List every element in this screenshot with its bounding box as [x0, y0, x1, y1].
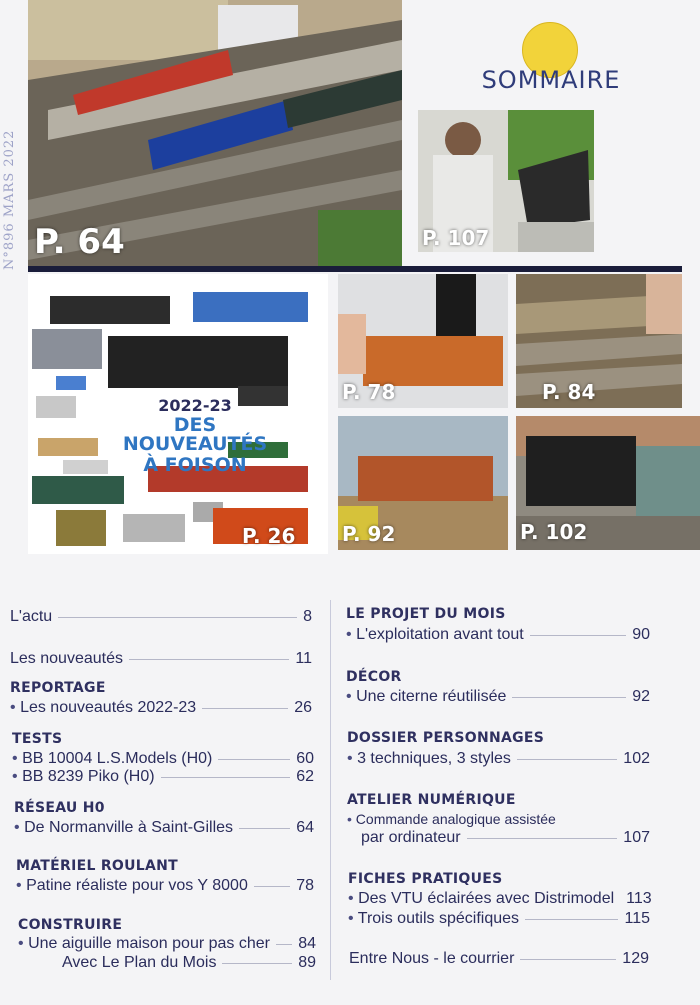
- dotted-leader: [161, 777, 291, 778]
- dotted-leader: [218, 759, 290, 760]
- section-dossier: DOSSIER PERSONNAGES: [347, 730, 545, 746]
- toc-row-entre[interactable]: [349, 950, 649, 968]
- toc-label: Commande analogique assistée: [355, 811, 556, 827]
- dotted-leader: [129, 659, 289, 660]
- toc-label: Avec Le Plan du Mois: [62, 954, 217, 971]
- photo-man-computer: [418, 110, 594, 252]
- section-fiches: FICHES PRATIQUES: [348, 871, 503, 887]
- toc-label-wrap: • Patine réaliste pour vos Y 8000: [16, 877, 248, 894]
- dotted-leader: [254, 886, 290, 887]
- dotted-leader: [525, 919, 618, 920]
- toc-label-wrap: • Une citerne réutilisée: [346, 688, 507, 705]
- toc-page: 89: [298, 954, 316, 971]
- page-label-64: P. 64: [34, 222, 125, 262]
- toc-label-wrap: • Une aiguille maison pour pas cher: [18, 935, 270, 952]
- toc-row-decor-0[interactable]: [346, 688, 650, 706]
- section-reseau: RÉSEAU H0: [14, 800, 105, 816]
- toc-label-wrap: • De Normanville à Saint-Gilles: [14, 819, 234, 836]
- page-title: SOMMAIRE: [481, 66, 621, 94]
- toc-page: 129: [622, 950, 649, 967]
- photo-layout-station: [28, 0, 402, 268]
- nouveautes-headline: [100, 398, 290, 475]
- nouveautes-line1: DES NOUVEAUTÉS: [122, 414, 268, 455]
- toc-label-wrap: • Des VTU éclairées avec Distrimodel: [348, 890, 615, 907]
- section-decor: DÉCOR: [346, 669, 402, 685]
- page-label-107: P. 107: [422, 226, 490, 250]
- section-projet: LE PROJET DU MOIS: [346, 606, 506, 622]
- toc-label: Une citerne réutilisée: [356, 688, 507, 705]
- dotted-leader: [202, 708, 288, 709]
- column-divider: [330, 600, 331, 980]
- toc-row-nouveautes[interactable]: [10, 650, 312, 668]
- section-atelier: ATELIER NUMÉRIQUE: [347, 792, 516, 808]
- page-label-78: P. 78: [342, 380, 396, 404]
- section-reportage: REPORTAGE: [10, 680, 106, 696]
- dotted-leader: [517, 759, 617, 760]
- section-materiel: MATÉRIEL ROULANT: [16, 858, 179, 874]
- nouveautes-line2: À FOISON: [143, 454, 247, 476]
- toc-page: 84: [298, 935, 316, 952]
- toc-page: 64: [296, 819, 314, 836]
- page-label-84: P. 84: [542, 380, 596, 404]
- toc-label: Entre Nous - le courrier: [349, 950, 515, 967]
- photo-locomotive-figures: [516, 416, 700, 550]
- section-construire: CONSTRUIRE: [18, 917, 123, 933]
- toc-label: BB 8239 Piko (H0): [22, 768, 155, 785]
- toc-row-dossier-0[interactable]: [347, 750, 650, 768]
- dotted-leader: [512, 697, 626, 698]
- toc-row-tests-1[interactable]: [12, 768, 314, 786]
- toc-row-materiel-0[interactable]: [16, 877, 314, 895]
- toc-label-wrap: • Trois outils spécifiques: [348, 910, 520, 927]
- toc-row-fiches-0[interactable]: [348, 890, 650, 908]
- toc-row-projet-0[interactable]: [346, 626, 650, 644]
- toc-label: BB 10004 L.S.Models (H0): [22, 750, 213, 767]
- toc-row-construire-0[interactable]: [18, 935, 316, 953]
- toc-label-atelier-line1[interactable]: • Commande analogique assistée: [347, 811, 556, 827]
- toc-row-lactu[interactable]: [10, 608, 312, 626]
- page-label-102: P. 102: [520, 520, 588, 544]
- toc-row-tests-0[interactable]: [12, 750, 314, 768]
- toc-page: 102: [623, 750, 650, 767]
- photo-turnout-tracks: [516, 274, 682, 408]
- toc-label-wrap: • BB 10004 L.S.Models (H0): [12, 750, 213, 767]
- toc-page: 11: [295, 650, 312, 667]
- toc-label: Les nouveautés 2022-23: [20, 699, 197, 716]
- toc-page: 26: [294, 699, 312, 716]
- toc-page: 115: [624, 910, 650, 927]
- photo-tank-scene: [338, 416, 508, 550]
- toc-label: Trois outils spécifiques: [357, 910, 520, 927]
- toc-row-atelier-0[interactable]: [361, 829, 650, 847]
- toc-row-reseau-0[interactable]: [14, 819, 314, 837]
- toc-page: 62: [296, 768, 314, 785]
- toc-label-wrap: • Les nouveautés 2022-23: [10, 699, 197, 716]
- toc-label: L'exploitation avant tout: [356, 626, 524, 643]
- toc-label: De Normanville à Saint-Gilles: [24, 819, 234, 836]
- issue-date-vertical: N°896 MARS 2022: [2, 129, 17, 270]
- toc-page: 92: [632, 688, 650, 705]
- toc-label-wrap: • BB 8239 Piko (H0): [12, 768, 155, 785]
- dotted-leader: [530, 635, 627, 636]
- dotted-leader: [222, 963, 292, 964]
- toc-page: 60: [296, 750, 314, 767]
- nouveautes-year: 2022-23: [158, 396, 232, 415]
- toc-label-wrap: • L'exploitation avant tout: [346, 626, 524, 643]
- toc-row-fiches-1[interactable]: [348, 910, 650, 928]
- dotted-leader: [520, 959, 616, 960]
- page-label-26: P. 26: [242, 524, 296, 548]
- toc-page: 78: [296, 877, 314, 894]
- section-tests: TESTS: [12, 731, 63, 747]
- toc-label-wrap: • 3 techniques, 3 styles: [347, 750, 511, 767]
- toc-label: L'actu: [10, 608, 53, 625]
- toc-label-line2: par ordinateur: [361, 829, 461, 846]
- toc-label: Les nouveautés: [10, 650, 123, 667]
- toc-label: Une aiguille maison pour pas cher: [28, 935, 270, 952]
- photo-nouveautes-collage: [28, 274, 328, 554]
- toc-row-reportage-0[interactable]: [10, 699, 312, 717]
- photo-weathering-wagon: [338, 274, 508, 408]
- dotted-leader: [276, 944, 292, 945]
- dotted-leader: [239, 828, 290, 829]
- toc-row-construire-1[interactable]: [62, 954, 316, 972]
- dotted-leader: [467, 838, 618, 839]
- toc-page: 113: [626, 890, 652, 907]
- toc-page: 90: [632, 626, 650, 643]
- toc-label: Des VTU éclairées avec Distrimodel: [358, 890, 615, 907]
- toc-label: Patine réaliste pour vos Y 8000: [26, 877, 248, 894]
- page-label-92: P. 92: [342, 522, 396, 546]
- divider-band: [28, 266, 682, 272]
- toc-label: 3 techniques, 3 styles: [357, 750, 511, 767]
- toc-page: 107: [623, 829, 650, 846]
- toc-page: 8: [303, 608, 312, 625]
- dotted-leader: [58, 617, 297, 618]
